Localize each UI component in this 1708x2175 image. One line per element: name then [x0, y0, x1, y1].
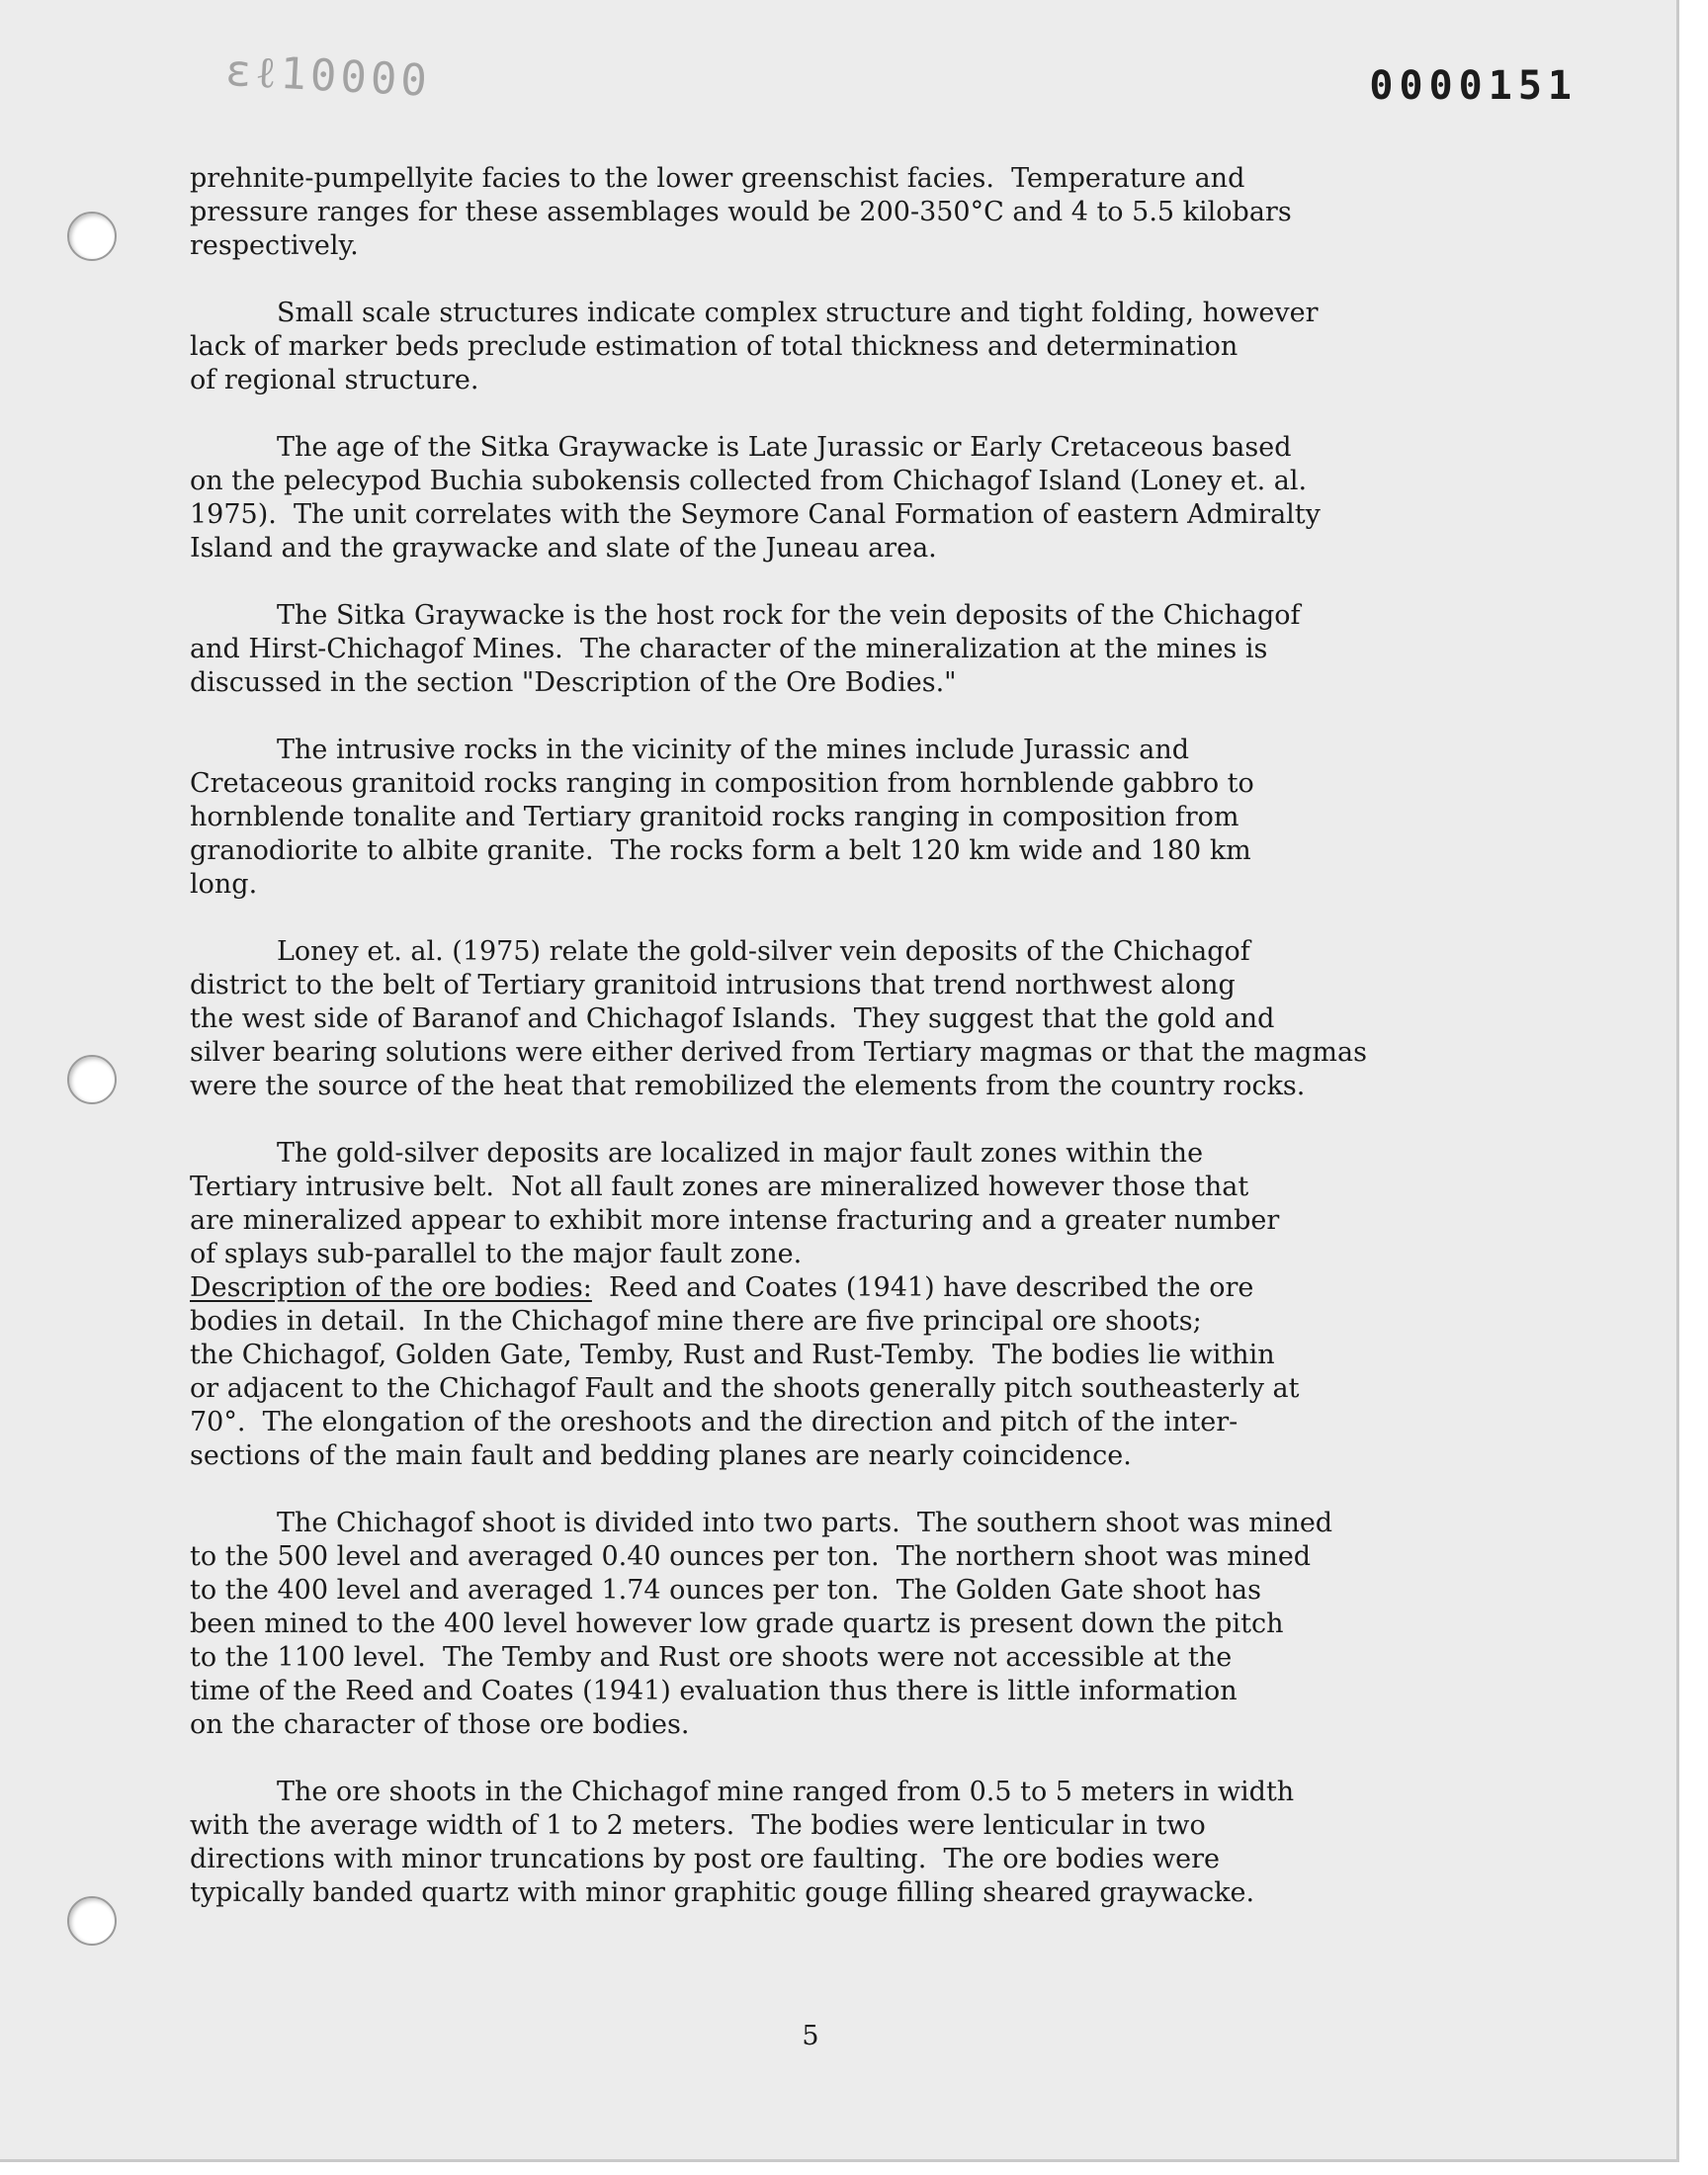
document-number: 0000151 — [1369, 63, 1578, 109]
text-line: The ore shoots in the Chichagof mine ranged from 0.5 to 5 meters in width — [277, 1777, 1295, 1807]
paragraph — [190, 297, 1613, 397]
text-line: the west side of Baranof and Chichagof Islands. They suggest that the gold and — [190, 1003, 1275, 1034]
paragraph — [190, 734, 1613, 902]
text-line: silver bearing solutions were either derived from Tertiary magmas or that the magmas — [190, 1037, 1367, 1068]
text-line: pressure ranges for these assemblages would be 200-350°C and 4 to 5.5 kilobars — [190, 197, 1292, 227]
text-line: of splays sub-parallel to the major fault zone. — [190, 1239, 803, 1269]
paragraph — [190, 1507, 1613, 1742]
text-line: long. — [190, 869, 258, 900]
text-line: The intrusive rocks in the vicinity of the mines include Jurassic and — [277, 735, 1190, 765]
text-line: Cretaceous granitoid rocks ranging in composition from hornblende gabbro to — [190, 768, 1254, 799]
punch-hole — [67, 1896, 117, 1946]
text-line: are mineralized appear to exhibit more intense fracturing and a greater number — [190, 1205, 1280, 1236]
ore-section-lines — [190, 1305, 1613, 1473]
text-line: Tertiary intrusive belt. Not all fault zones are mineralized however those that — [190, 1172, 1249, 1202]
paragraph — [190, 1776, 1613, 1910]
text-line: and Hirst-Chichagof Mines. The character of the mineralization at the mines is — [190, 634, 1268, 664]
text-line — [190, 1271, 1613, 1305]
faded-stamp-number: ɛℓ10000 — [223, 45, 433, 107]
punch-hole — [67, 212, 117, 261]
text-line: Small scale structures indicate complex structure and tight folding, however — [277, 298, 1319, 328]
text-line: lack of marker beds preclude estimation of total thickness and determination — [190, 331, 1238, 362]
page-number: 5 — [802, 2021, 819, 2051]
text-line: Island and the graywacke and slate of the Juneau area. — [190, 533, 937, 564]
text-line: prehnite-pumpellyite facies to the lower greenschist facies. Temperature and — [190, 163, 1245, 194]
text-line: granodiorite to albite granite. The rocks form a belt 120 km wide and 180 km — [190, 835, 1251, 866]
text-line: to the 1100 level. The Temby and Rust ore shoots were not accessible at the — [190, 1642, 1233, 1673]
text-line: with the average width of 1 to 2 meters. The bodies were lenticular in two — [190, 1810, 1206, 1841]
paragraph — [190, 599, 1613, 700]
text-line: sections of the main fault and bedding planes are nearly coincidence. — [190, 1440, 1132, 1471]
section-heading: Description of the ore bodies: — [190, 1272, 592, 1303]
text-line: hornblende tonalite and Tertiary granitoid rocks ranging in composition from — [190, 802, 1239, 832]
text-line: of regional structure. — [190, 365, 479, 395]
text-line: The Chichagof shoot is divided into two parts. The southern shoot was mined — [277, 1508, 1333, 1538]
text-line: on the character of those ore bodies. — [190, 1709, 690, 1740]
paragraph — [190, 935, 1613, 1103]
ore-bodies-section — [190, 1271, 1613, 1473]
text-line: The gold-silver deposits are localized in major fault zones within the — [277, 1138, 1204, 1169]
text-line: or adjacent to the Chichagof Fault and the shoots generally pitch southeasterly at — [190, 1373, 1300, 1404]
text-line: 1975). The unit correlates with the Seymore Canal Formation of eastern Admiralty — [190, 499, 1321, 530]
paragraph-group-top — [190, 162, 1613, 1271]
text-line: The age of the Sitka Graywacke is Late Jurassic or Early Cretaceous based — [277, 432, 1292, 463]
text-line: to the 500 level and averaged 0.40 ounces per ton. The northern shoot was mined — [190, 1541, 1312, 1572]
text-line: the Chichagof, Golden Gate, Temby, Rust and Rust-Temby. The bodies lie within — [190, 1340, 1275, 1370]
paragraph — [190, 431, 1613, 566]
text-line: on the pelecypod Buchia subokensis collected from Chichagof Island (Loney et. al. — [190, 466, 1308, 496]
text-line: The Sitka Graywacke is the host rock for the vein deposits of the Chichagof — [277, 600, 1301, 631]
heading-line-rest: Reed and Coates (1941) have described the ore — [591, 1272, 1254, 1303]
text-line: bodies in detail. In the Chichagof mine there are five principal ore shoots; — [190, 1306, 1202, 1337]
text-line: district to the belt of Tertiary granitoid intrusions that trend northwest along — [190, 970, 1236, 1000]
text-line: were the source of the heat that remobilized the elements from the country rocks. — [190, 1071, 1306, 1101]
paragraph — [190, 162, 1613, 263]
paragraph-group-bottom — [190, 1507, 1613, 1910]
text-line: discussed in the section "Description of the Ore Bodies." — [190, 667, 957, 698]
text-line: to the 400 level and averaged 1.74 ounces per ton. The Golden Gate shoot has — [190, 1575, 1262, 1606]
text-line: Loney et. al. (1975) relate the gold-silver vein deposits of the Chichagof — [277, 936, 1250, 967]
text-line: directions with minor truncations by post ore faulting. The ore bodies were — [190, 1844, 1220, 1874]
text-line: respectively. — [190, 230, 359, 261]
text-line: time of the Reed and Coates (1941) evaluation thus there is little information — [190, 1676, 1238, 1706]
paragraph — [190, 1137, 1613, 1271]
text-line: 70°. The elongation of the oreshoots and the direction and pitch of the inter- — [190, 1407, 1238, 1437]
text-line: been mined to the 400 level however low grade quartz is present down the pitch — [190, 1609, 1284, 1639]
punch-hole — [67, 1055, 117, 1104]
body-text — [190, 162, 1613, 1910]
text-line: typically banded quartz with minor graphitic gouge filling sheared graywacke. — [190, 1877, 1255, 1908]
